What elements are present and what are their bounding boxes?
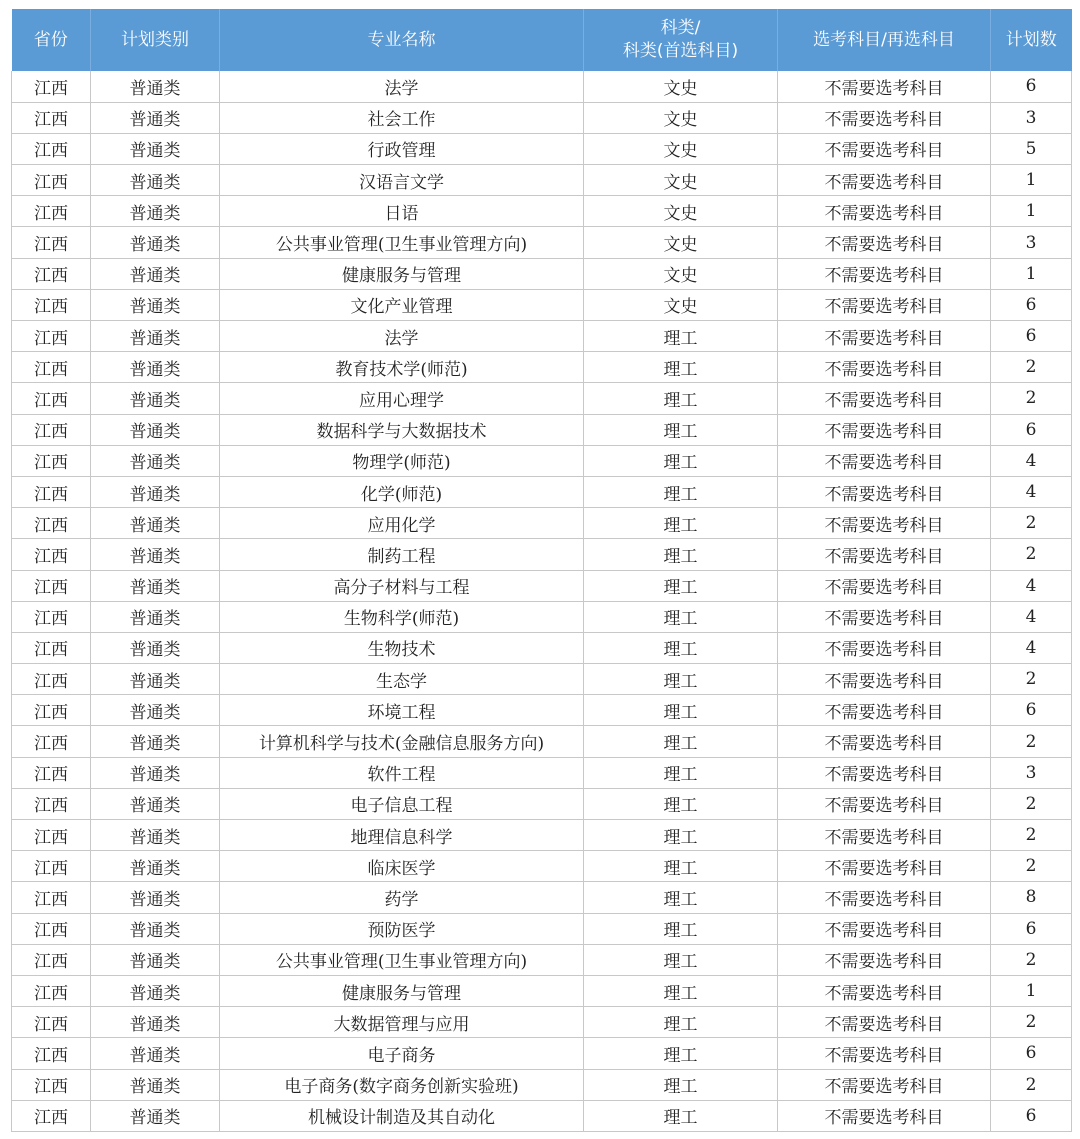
cell-major: 化学(师范) — [220, 476, 584, 507]
cell-plan-type: 普通类 — [91, 352, 220, 383]
cell-subjects: 不需要选考科目 — [778, 944, 991, 975]
cell-plan-type: 普通类 — [91, 570, 220, 601]
cell-count: 1 — [991, 165, 1072, 196]
cell-plan-type: 普通类 — [91, 913, 220, 944]
cell-province: 江西 — [12, 352, 91, 383]
cell-major: 药学 — [220, 882, 584, 913]
cell-subjects: 不需要选考科目 — [778, 851, 991, 882]
table-row — [12, 352, 1072, 383]
cell-subjects: 不需要选考科目 — [778, 913, 991, 944]
cell-province: 江西 — [12, 508, 91, 539]
cell-plan-type: 普通类 — [91, 476, 220, 507]
cell-count: 3 — [991, 757, 1072, 788]
cell-category: 理工 — [584, 632, 778, 663]
cell-count: 6 — [991, 414, 1072, 445]
cell-count: 4 — [991, 632, 1072, 663]
table-body — [12, 71, 1072, 1131]
cell-subjects: 不需要选考科目 — [778, 71, 991, 102]
cell-count: 8 — [991, 882, 1072, 913]
cell-plan-type: 普通类 — [91, 414, 220, 445]
header-major: 专业名称 — [220, 9, 584, 71]
cell-count: 2 — [991, 726, 1072, 757]
cell-major: 汉语言文学 — [220, 165, 584, 196]
cell-subjects: 不需要选考科目 — [778, 788, 991, 819]
cell-major: 文化产业管理 — [220, 289, 584, 320]
cell-major: 地理信息科学 — [220, 820, 584, 851]
cell-count: 4 — [991, 445, 1072, 476]
cell-subjects: 不需要选考科目 — [778, 383, 991, 414]
table-row — [12, 788, 1072, 819]
header-category-line1: 科类/ — [660, 18, 701, 38]
cell-category: 理工 — [584, 445, 778, 476]
cell-category: 理工 — [584, 570, 778, 601]
cell-major: 教育技术学(师范) — [220, 352, 584, 383]
cell-plan-type: 普通类 — [91, 383, 220, 414]
cell-category: 文史 — [584, 289, 778, 320]
cell-count: 2 — [991, 352, 1072, 383]
cell-count: 6 — [991, 695, 1072, 726]
cell-plan-type: 普通类 — [91, 820, 220, 851]
cell-plan-type: 普通类 — [91, 632, 220, 663]
cell-subjects: 不需要选考科目 — [778, 352, 991, 383]
table-row — [12, 1038, 1072, 1069]
cell-subjects: 不需要选考科目 — [778, 1038, 991, 1069]
cell-subjects: 不需要选考科目 — [778, 321, 991, 352]
cell-category: 理工 — [584, 414, 778, 445]
cell-major: 法学 — [220, 71, 584, 102]
cell-category: 理工 — [584, 321, 778, 352]
cell-category: 理工 — [584, 788, 778, 819]
cell-category: 理工 — [584, 975, 778, 1006]
cell-major: 电子信息工程 — [220, 788, 584, 819]
cell-plan-type: 普通类 — [91, 726, 220, 757]
cell-major: 环境工程 — [220, 695, 584, 726]
table-header-row — [12, 9, 1072, 71]
cell-count: 2 — [991, 1007, 1072, 1038]
cell-province: 江西 — [12, 383, 91, 414]
cell-subjects: 不需要选考科目 — [778, 695, 991, 726]
cell-category: 理工 — [584, 508, 778, 539]
cell-plan-type: 普通类 — [91, 882, 220, 913]
cell-count: 2 — [991, 383, 1072, 414]
cell-major: 软件工程 — [220, 757, 584, 788]
enrollment-plan-table — [11, 9, 1072, 1132]
table-row — [12, 227, 1072, 258]
cell-subjects: 不需要选考科目 — [778, 445, 991, 476]
cell-count: 2 — [991, 851, 1072, 882]
cell-province: 江西 — [12, 445, 91, 476]
cell-major: 计算机科学与技术(金融信息服务方向) — [220, 726, 584, 757]
table-row — [12, 165, 1072, 196]
cell-count: 2 — [991, 1069, 1072, 1100]
cell-subjects: 不需要选考科目 — [778, 196, 991, 227]
cell-category: 理工 — [584, 913, 778, 944]
cell-count: 6 — [991, 1100, 1072, 1131]
cell-province: 江西 — [12, 851, 91, 882]
cell-count: 2 — [991, 944, 1072, 975]
cell-subjects: 不需要选考科目 — [778, 820, 991, 851]
cell-category: 理工 — [584, 882, 778, 913]
cell-subjects: 不需要选考科目 — [778, 258, 991, 289]
cell-count: 6 — [991, 71, 1072, 102]
cell-major: 电子商务 — [220, 1038, 584, 1069]
cell-count: 4 — [991, 476, 1072, 507]
cell-plan-type: 普通类 — [91, 445, 220, 476]
cell-province: 江西 — [12, 71, 91, 102]
cell-category: 理工 — [584, 476, 778, 507]
cell-province: 江西 — [12, 913, 91, 944]
cell-plan-type: 普通类 — [91, 975, 220, 1006]
cell-plan-type: 普通类 — [91, 601, 220, 632]
cell-plan-type: 普通类 — [91, 851, 220, 882]
cell-count: 5 — [991, 133, 1072, 164]
cell-category: 理工 — [584, 383, 778, 414]
cell-category: 理工 — [584, 352, 778, 383]
cell-plan-type: 普通类 — [91, 1069, 220, 1100]
cell-subjects: 不需要选考科目 — [778, 664, 991, 695]
cell-count: 6 — [991, 913, 1072, 944]
cell-subjects: 不需要选考科目 — [778, 539, 991, 570]
header-subjects: 选考科目/再选科目 — [778, 9, 991, 71]
cell-plan-type: 普通类 — [91, 1007, 220, 1038]
cell-major: 健康服务与管理 — [220, 975, 584, 1006]
cell-province: 江西 — [12, 601, 91, 632]
cell-province: 江西 — [12, 695, 91, 726]
cell-count: 2 — [991, 539, 1072, 570]
table-row — [12, 664, 1072, 695]
cell-major: 生态学 — [220, 664, 584, 695]
cell-major: 生物科学(师范) — [220, 601, 584, 632]
cell-plan-type: 普通类 — [91, 165, 220, 196]
cell-major: 临床医学 — [220, 851, 584, 882]
table-row — [12, 383, 1072, 414]
cell-province: 江西 — [12, 165, 91, 196]
cell-province: 江西 — [12, 757, 91, 788]
cell-major: 高分子材料与工程 — [220, 570, 584, 601]
cell-province: 江西 — [12, 227, 91, 258]
cell-major: 行政管理 — [220, 133, 584, 164]
cell-plan-type: 普通类 — [91, 508, 220, 539]
cell-subjects: 不需要选考科目 — [778, 165, 991, 196]
cell-province: 江西 — [12, 539, 91, 570]
table-row — [12, 1100, 1072, 1131]
header-category — [584, 9, 778, 71]
table-row — [12, 695, 1072, 726]
cell-province: 江西 — [12, 632, 91, 663]
table-row — [12, 71, 1072, 102]
cell-major: 物理学(师范) — [220, 445, 584, 476]
table-row — [12, 133, 1072, 164]
table-row — [12, 258, 1072, 289]
cell-count: 1 — [991, 258, 1072, 289]
cell-major: 电子商务(数字商务创新实验班) — [220, 1069, 584, 1100]
cell-category: 理工 — [584, 757, 778, 788]
cell-major: 大数据管理与应用 — [220, 1007, 584, 1038]
table-row — [12, 820, 1072, 851]
cell-major: 应用心理学 — [220, 383, 584, 414]
table-row — [12, 975, 1072, 1006]
cell-count: 4 — [991, 570, 1072, 601]
cell-subjects: 不需要选考科目 — [778, 1069, 991, 1100]
cell-major: 生物技术 — [220, 632, 584, 663]
cell-province: 江西 — [12, 1038, 91, 1069]
cell-count: 3 — [991, 102, 1072, 133]
table-row — [12, 445, 1072, 476]
cell-province: 江西 — [12, 882, 91, 913]
cell-plan-type: 普通类 — [91, 944, 220, 975]
table-row — [12, 944, 1072, 975]
cell-category: 理工 — [584, 944, 778, 975]
cell-province: 江西 — [12, 1069, 91, 1100]
cell-province: 江西 — [12, 476, 91, 507]
table-row — [12, 476, 1072, 507]
cell-category: 理工 — [584, 601, 778, 632]
header-province: 省份 — [12, 9, 91, 71]
table-row — [12, 539, 1072, 570]
cell-province: 江西 — [12, 196, 91, 227]
table-row — [12, 882, 1072, 913]
cell-subjects: 不需要选考科目 — [778, 632, 991, 663]
table-row — [12, 196, 1072, 227]
cell-category: 文史 — [584, 102, 778, 133]
cell-province: 江西 — [12, 133, 91, 164]
table-row — [12, 913, 1072, 944]
cell-province: 江西 — [12, 102, 91, 133]
cell-subjects: 不需要选考科目 — [778, 227, 991, 258]
cell-province: 江西 — [12, 820, 91, 851]
cell-category: 文史 — [584, 133, 778, 164]
table-row — [12, 632, 1072, 663]
cell-category: 理工 — [584, 726, 778, 757]
table-row — [12, 757, 1072, 788]
cell-count: 6 — [991, 1038, 1072, 1069]
cell-plan-type: 普通类 — [91, 539, 220, 570]
cell-count: 2 — [991, 664, 1072, 695]
table-row — [12, 601, 1072, 632]
cell-major: 公共事业管理(卫生事业管理方向) — [220, 227, 584, 258]
cell-plan-type: 普通类 — [91, 321, 220, 352]
cell-plan-type: 普通类 — [91, 133, 220, 164]
cell-province: 江西 — [12, 1007, 91, 1038]
cell-subjects: 不需要选考科目 — [778, 975, 991, 1006]
table-row — [12, 851, 1072, 882]
cell-subjects: 不需要选考科目 — [778, 601, 991, 632]
cell-count: 2 — [991, 508, 1072, 539]
table-row — [12, 414, 1072, 445]
cell-plan-type: 普通类 — [91, 102, 220, 133]
cell-plan-type: 普通类 — [91, 664, 220, 695]
cell-province: 江西 — [12, 788, 91, 819]
cell-plan-type: 普通类 — [91, 289, 220, 320]
cell-plan-type: 普通类 — [91, 196, 220, 227]
cell-subjects: 不需要选考科目 — [778, 570, 991, 601]
cell-category: 文史 — [584, 71, 778, 102]
table-row — [12, 289, 1072, 320]
cell-major: 日语 — [220, 196, 584, 227]
cell-plan-type: 普通类 — [91, 71, 220, 102]
cell-subjects: 不需要选考科目 — [778, 508, 991, 539]
cell-count: 1 — [991, 975, 1072, 1006]
cell-category: 理工 — [584, 695, 778, 726]
cell-category: 理工 — [584, 664, 778, 695]
cell-plan-type: 普通类 — [91, 1100, 220, 1131]
cell-category: 文史 — [584, 165, 778, 196]
cell-major: 制药工程 — [220, 539, 584, 570]
table-row — [12, 508, 1072, 539]
cell-plan-type: 普通类 — [91, 258, 220, 289]
table-row — [12, 321, 1072, 352]
cell-subjects: 不需要选考科目 — [778, 757, 991, 788]
header-category-line2: 科类(首选科目) — [622, 41, 739, 61]
cell-count: 6 — [991, 321, 1072, 352]
cell-category: 理工 — [584, 1100, 778, 1131]
cell-province: 江西 — [12, 944, 91, 975]
cell-category: 文史 — [584, 258, 778, 289]
cell-plan-type: 普通类 — [91, 757, 220, 788]
table-row — [12, 1007, 1072, 1038]
cell-category: 理工 — [584, 1038, 778, 1069]
cell-subjects: 不需要选考科目 — [778, 133, 991, 164]
cell-category: 理工 — [584, 820, 778, 851]
cell-subjects: 不需要选考科目 — [778, 289, 991, 320]
cell-count: 1 — [991, 196, 1072, 227]
cell-plan-type: 普通类 — [91, 695, 220, 726]
cell-count: 4 — [991, 601, 1072, 632]
cell-province: 江西 — [12, 414, 91, 445]
cell-major: 机械设计制造及其自动化 — [220, 1100, 584, 1131]
table-row — [12, 102, 1072, 133]
cell-major: 健康服务与管理 — [220, 258, 584, 289]
cell-count: 3 — [991, 227, 1072, 258]
cell-subjects: 不需要选考科目 — [778, 102, 991, 133]
cell-subjects: 不需要选考科目 — [778, 882, 991, 913]
cell-province: 江西 — [12, 289, 91, 320]
table-row — [12, 1069, 1072, 1100]
cell-province: 江西 — [12, 1100, 91, 1131]
cell-major: 数据科学与大数据技术 — [220, 414, 584, 445]
cell-province: 江西 — [12, 321, 91, 352]
cell-subjects: 不需要选考科目 — [778, 476, 991, 507]
cell-subjects: 不需要选考科目 — [778, 414, 991, 445]
cell-major: 应用化学 — [220, 508, 584, 539]
cell-count: 2 — [991, 820, 1072, 851]
cell-subjects: 不需要选考科目 — [778, 1100, 991, 1131]
cell-count: 6 — [991, 289, 1072, 320]
header-count: 计划数 — [991, 9, 1072, 71]
cell-category: 文史 — [584, 227, 778, 258]
cell-major: 法学 — [220, 321, 584, 352]
cell-category: 理工 — [584, 1069, 778, 1100]
cell-subjects: 不需要选考科目 — [778, 726, 991, 757]
cell-province: 江西 — [12, 726, 91, 757]
table-row — [12, 570, 1072, 601]
cell-province: 江西 — [12, 570, 91, 601]
cell-plan-type: 普通类 — [91, 227, 220, 258]
enrollment-plan-table-container — [11, 9, 1071, 1132]
cell-subjects: 不需要选考科目 — [778, 1007, 991, 1038]
cell-plan-type: 普通类 — [91, 788, 220, 819]
cell-count: 2 — [991, 788, 1072, 819]
cell-category: 理工 — [584, 539, 778, 570]
cell-province: 江西 — [12, 975, 91, 1006]
cell-plan-type: 普通类 — [91, 1038, 220, 1069]
cell-major: 公共事业管理(卫生事业管理方向) — [220, 944, 584, 975]
cell-province: 江西 — [12, 258, 91, 289]
table-row — [12, 726, 1072, 757]
cell-major: 预防医学 — [220, 913, 584, 944]
cell-category: 文史 — [584, 196, 778, 227]
cell-major: 社会工作 — [220, 102, 584, 133]
cell-category: 理工 — [584, 1007, 778, 1038]
cell-category: 理工 — [584, 851, 778, 882]
header-plan-type: 计划类别 — [91, 9, 220, 71]
cell-province: 江西 — [12, 664, 91, 695]
